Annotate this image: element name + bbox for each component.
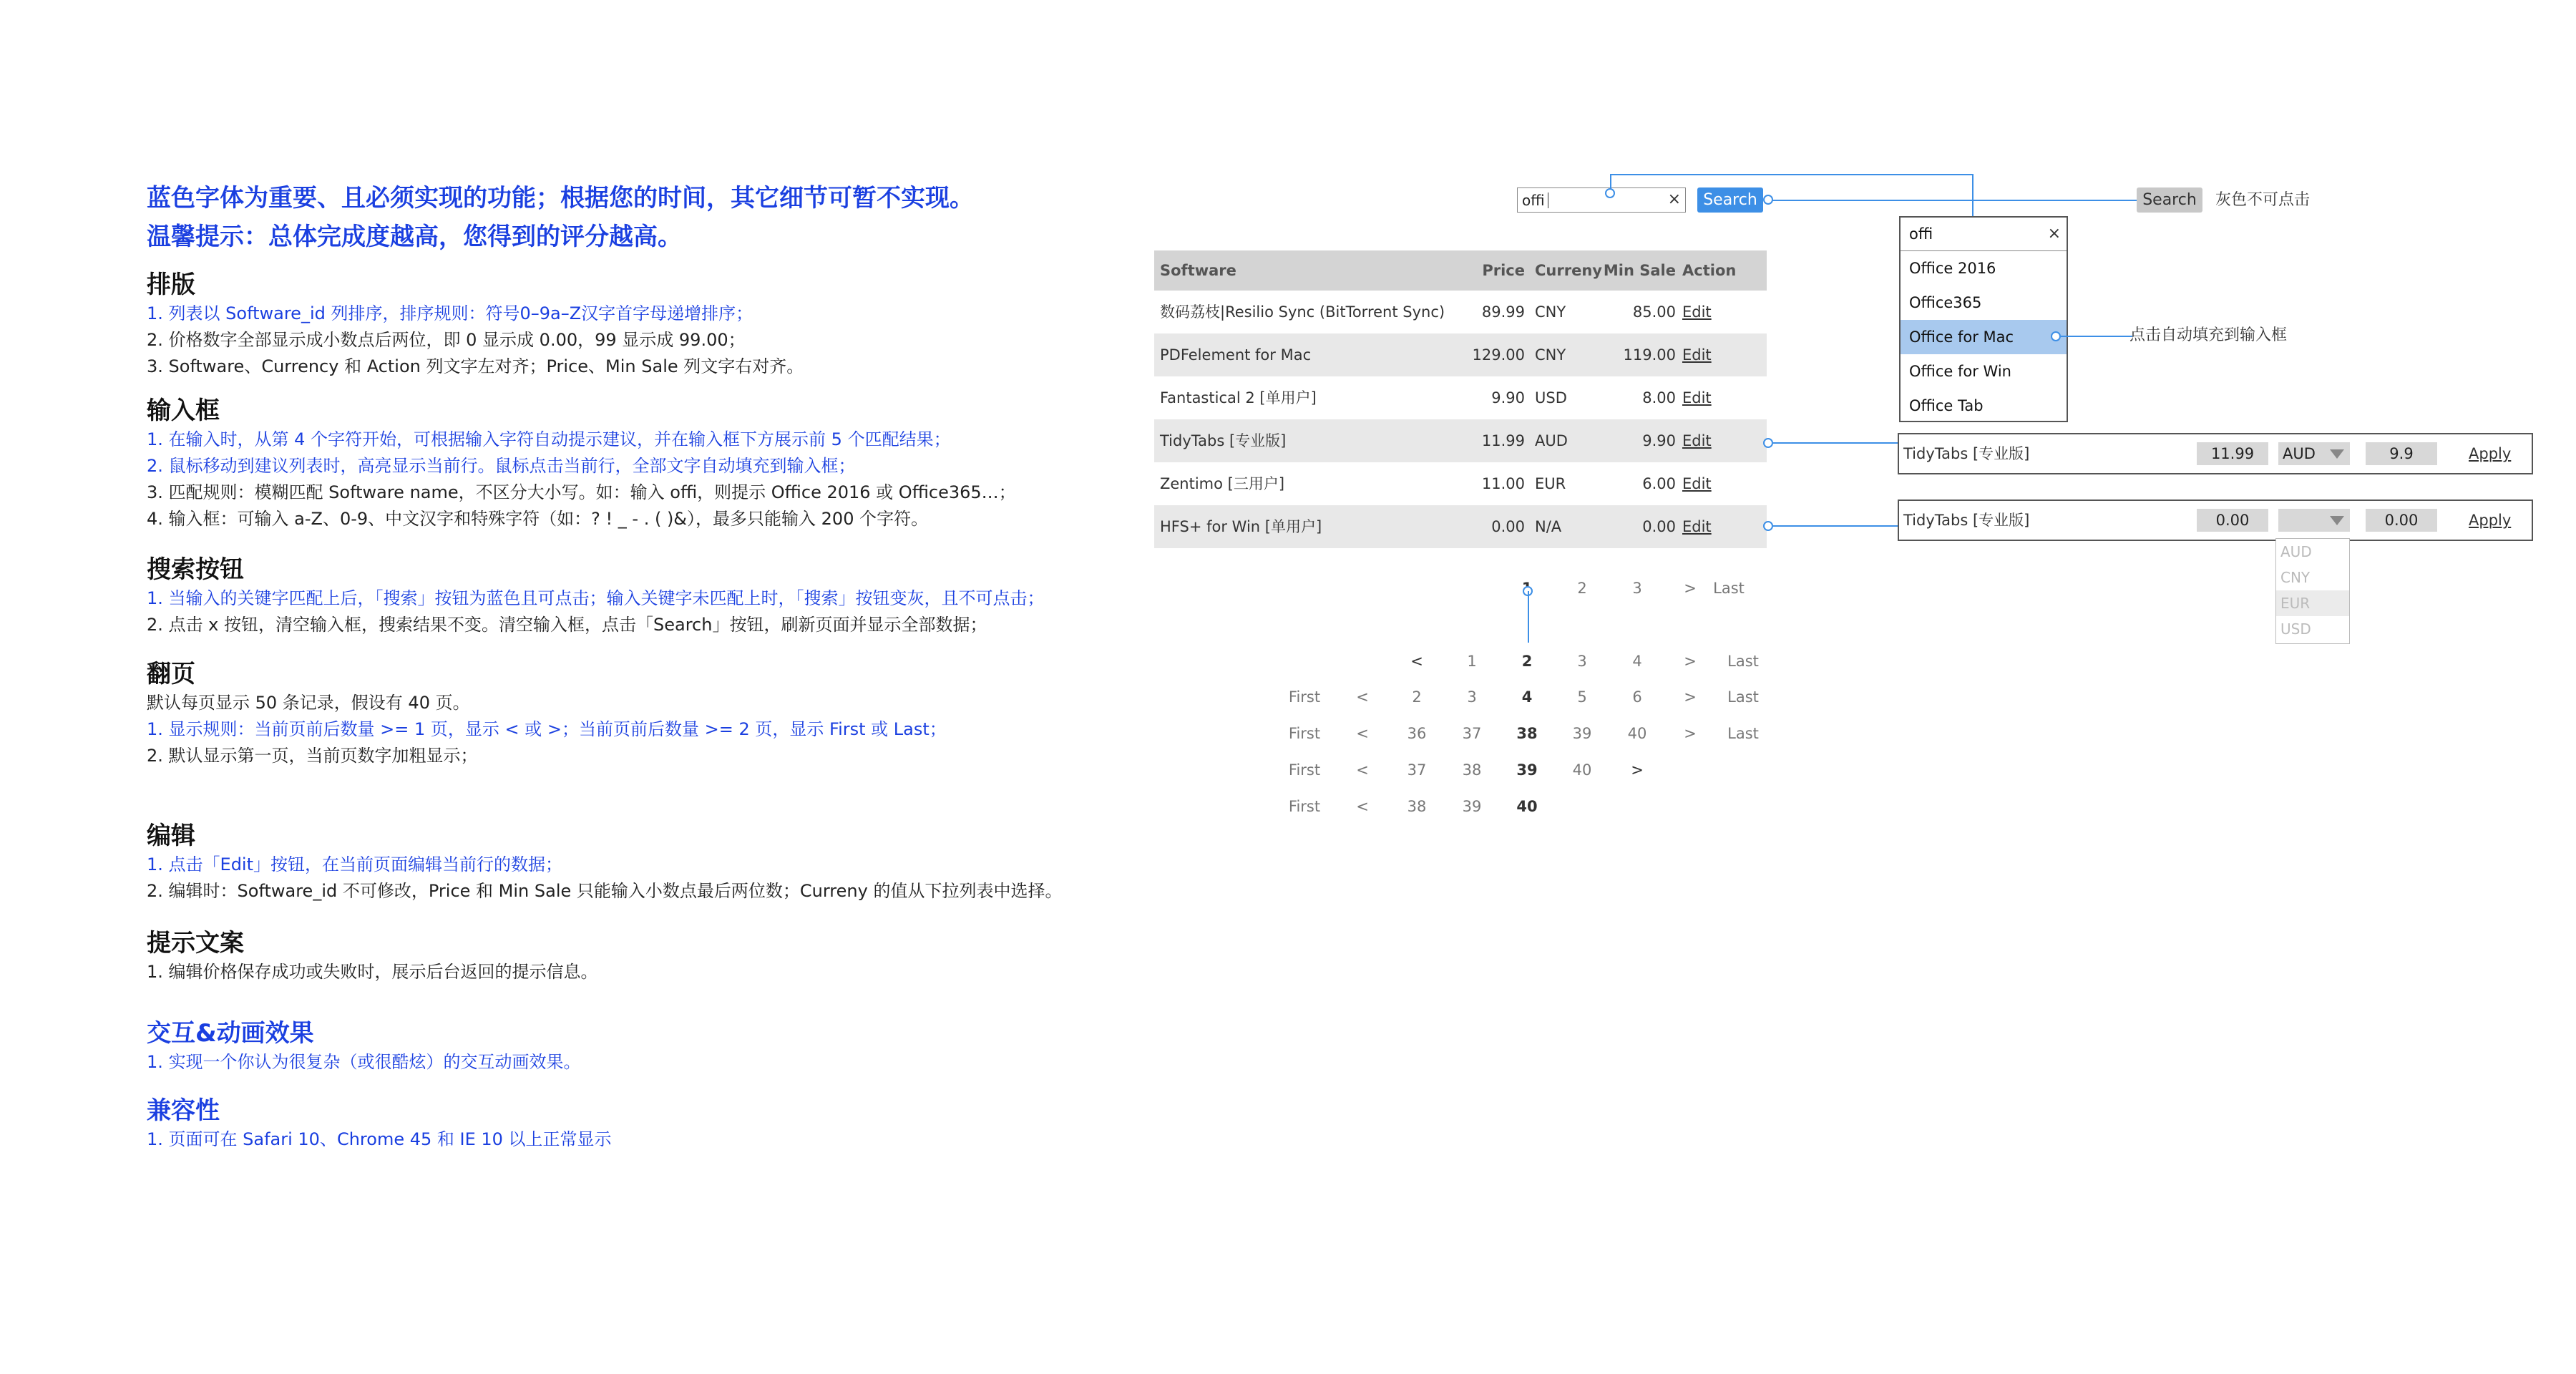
connector-line: [2061, 336, 2132, 337]
page-number[interactable]: 3: [1632, 580, 1642, 597]
search-input-value: offi: [1522, 192, 1545, 209]
section-item: 3. 匹配规则：模糊匹配 Software name，不区分大小写。如：输入 offi，则提示 Office 2016 或 Office365…；: [147, 482, 1016, 502]
header-action: Action: [1682, 262, 1737, 279]
disabled-note: 灰色不可点击: [2215, 191, 2311, 209]
section-title: 交互&动画效果: [147, 1019, 314, 1048]
page-number[interactable]: 2: [1577, 580, 1587, 597]
table-row: [1154, 462, 1767, 505]
edit-row: [1898, 433, 2533, 474]
prev-page-icon[interactable]: <: [1356, 725, 1369, 742]
chevron-down-icon: [2330, 449, 2344, 459]
cell-min-sale: 0.00: [1642, 518, 1676, 535]
connector-dot: [2051, 331, 2061, 341]
cell-min-sale: 119.00: [1623, 346, 1676, 364]
prev-page-icon[interactable]: <: [1410, 653, 1423, 670]
page-number-current[interactable]: 39: [1516, 761, 1538, 779]
last-page-link[interactable]: Last: [1727, 688, 1759, 706]
edit-price-field[interactable]: 11.99: [2197, 442, 2268, 465]
edit-link[interactable]: Edit: [1682, 475, 1712, 492]
page-number[interactable]: 38: [1407, 798, 1427, 815]
page-number[interactable]: 3: [1577, 653, 1587, 670]
cell-software: Fantastical 2 [单用户]: [1160, 389, 1317, 406]
page-number[interactable]: 6: [1632, 688, 1642, 706]
suggestion-item[interactable]: Office 2016: [1909, 260, 1996, 277]
section-item: 1. 编辑价格保存成功或失败时，展示后台返回的提示信息。: [147, 962, 598, 982]
page-number[interactable]: 37: [1462, 725, 1482, 742]
section-item: 默认每页显示 50 条记录，假设有 40 页。: [147, 693, 470, 713]
section-title: 兼容性: [147, 1096, 220, 1125]
first-page-link[interactable]: First: [1288, 798, 1321, 815]
section-item: 1. 当输入的关键字匹配上后，「搜索」按钮为蓝色且可点击；输入关键字未匹配上时，「搜索」按钮变灰，且不可点击；: [147, 588, 1045, 608]
table-row: [1154, 333, 1767, 376]
page-number[interactable]: 40: [1627, 725, 1647, 742]
currency-option[interactable]: CNY: [2280, 569, 2311, 586]
cell-software: PDFelement for Mac: [1160, 346, 1312, 364]
next-page-icon[interactable]: >: [1684, 725, 1697, 742]
section-tips: [147, 927, 598, 985]
cell-price: 0.00: [1491, 518, 1525, 535]
currency-dropdown: [2275, 538, 2350, 644]
header-software[interactable]: Software: [1160, 262, 1236, 279]
cell-price: 89.99: [1481, 303, 1525, 321]
cell-currency: N/A: [1535, 518, 1562, 535]
edit-link[interactable]: Edit: [1682, 303, 1712, 321]
edit-link[interactable]: Edit: [1682, 346, 1712, 364]
page-number-current[interactable]: 2: [1521, 653, 1533, 670]
connector-line: [1528, 591, 1529, 643]
suggestion-item[interactable]: Office365: [1909, 294, 1982, 311]
connector-line: [1610, 174, 1974, 175]
table-row: [1154, 291, 1767, 333]
edit-link[interactable]: Edit: [1682, 518, 1712, 535]
clear-icon[interactable]: ×: [1667, 190, 1681, 208]
cell-currency: EUR: [1535, 475, 1566, 492]
connector-dot: [1763, 521, 1773, 531]
section-title: 输入框: [147, 396, 220, 425]
page-number[interactable]: 36: [1407, 725, 1427, 742]
suggestion-item-highlighted[interactable]: Office for Mac: [1901, 320, 2067, 354]
page-number-current[interactable]: 4: [1521, 688, 1533, 706]
clear-icon[interactable]: ×: [2047, 225, 2061, 243]
suggestion-item[interactable]: Office for Win: [1909, 363, 2011, 380]
cell-currency: AUD: [1535, 432, 1568, 449]
cell-price: 129.00: [1472, 346, 1525, 364]
header-price[interactable]: Price: [1482, 262, 1525, 279]
prev-page-icon[interactable]: <: [1356, 688, 1369, 706]
page-number[interactable]: 5: [1577, 688, 1587, 706]
cell-min-sale: 8.00: [1642, 389, 1676, 406]
page-number-current[interactable]: 40: [1516, 798, 1538, 815]
edit-software: TidyTabs [专业版]: [1903, 445, 2030, 462]
cell-min-sale: 85.00: [1632, 303, 1676, 321]
last-page-link[interactable]: Last: [1713, 580, 1745, 597]
section-input: [147, 395, 1016, 532]
table-row: [1154, 419, 1767, 462]
cell-price: 11.99: [1481, 432, 1525, 449]
edit-min-sale-field[interactable]: 9.9: [2366, 442, 2437, 465]
section-compat: [147, 1095, 612, 1153]
section-item: 1. 页面可在 Safari 10、Chrome 45 和 IE 10 以上正常显示: [147, 1129, 612, 1149]
table-header: [1154, 250, 1767, 291]
section-item: 2. 点击 x 按钮，清空输入框，搜索结果不变。清空输入框，点击「Search」按钮，刷新页面并显示全部数据；: [147, 615, 987, 635]
cell-price: 11.00: [1481, 475, 1525, 492]
cell-currency: USD: [1535, 389, 1567, 406]
section-item: 2. 默认显示第一页，当前页数字加粗显示；: [147, 746, 478, 766]
cell-software: TidyTabs [专业版]: [1160, 432, 1287, 449]
section-item: 1. 列表以 Software_id 列排序，排序规则：符号0–9a–Z汉字首字母递增排序；: [147, 303, 753, 323]
suggestion-box: [1899, 216, 2068, 422]
edit-price-field[interactable]: 0.00: [2197, 509, 2268, 532]
section-title: 编辑: [147, 822, 195, 850]
chevron-down-icon: [2330, 516, 2344, 525]
software-table: [1154, 250, 1767, 548]
currency-option[interactable]: USD: [2280, 620, 2311, 638]
prev-page-icon[interactable]: <: [1356, 761, 1369, 779]
cell-currency: CNY: [1535, 346, 1566, 364]
connector-dot: [1605, 188, 1615, 198]
section-item: 2. 价格数字全部显示成小数点后两位，即 0 显示成 0.00，99 显示成 99.00；: [147, 330, 746, 350]
intro-line-1: 蓝色字体为重要、且必须实现的功能；根据您的时间，其它细节可暂不实现。: [147, 184, 974, 213]
edit-link[interactable]: Edit: [1682, 389, 1712, 406]
apply-link[interactable]: Apply: [2469, 445, 2512, 462]
prev-page-icon[interactable]: <: [1356, 798, 1369, 815]
first-page-link[interactable]: First: [1288, 688, 1321, 706]
section-title: 提示文案: [147, 929, 244, 958]
connector-line: [1773, 442, 1899, 444]
connector-line: [1773, 525, 1899, 527]
section-item: 1. 显示规则：当前页前后数量 >= 1 页，显示 < 或 >；当前页前后数量 >= 2 页，显示 First 或 Last；: [147, 719, 947, 739]
suggestion-input[interactable]: [1901, 218, 2067, 251]
section-item: 2. 鼠标移动到建议列表时，高亮显示当前行。鼠标点击当前行，全部文字自动填充到输入框；: [147, 456, 856, 476]
connector-line: [1972, 174, 1974, 218]
section-item: 3. Software、Currency 和 Action 列文字左对齐；Price、Min Sale 列文字右对齐。: [147, 356, 804, 376]
last-page-link[interactable]: Last: [1727, 725, 1759, 742]
first-page-link[interactable]: First: [1288, 725, 1321, 742]
page-number[interactable]: 4: [1632, 653, 1642, 670]
section-item: 2. 编辑时：Software_id 不可修改，Price 和 Min Sale 只能输入小数点最后两位数；Curreny 的值从下拉列表中选择。: [147, 881, 1063, 901]
first-page-link[interactable]: First: [1288, 761, 1321, 779]
section-paging: [147, 658, 947, 769]
intro-line-2: 温馨提示：总体完成度越高，您得到的评分越高。: [147, 223, 682, 251]
search-button-disabled[interactable]: Search: [2137, 187, 2202, 213]
cell-min-sale: 9.90: [1642, 432, 1676, 449]
apply-link[interactable]: Apply: [2469, 512, 2512, 529]
suggestion-item[interactable]: Office Tab: [1909, 397, 1984, 414]
page-number[interactable]: 3: [1467, 688, 1477, 706]
section-item: 1. 实现一个你认为很复杂（或很酷炫）的交互动画效果。: [147, 1052, 581, 1072]
connector-line: [1770, 200, 2137, 201]
edit-currency-select[interactable]: [2278, 442, 2350, 465]
next-page-icon[interactable]: >: [1684, 653, 1697, 670]
section-layout: [147, 269, 804, 380]
cell-software: HFS+ for Win [单用户]: [1160, 518, 1322, 535]
page-number[interactable]: 39: [1462, 798, 1482, 815]
next-page-icon[interactable]: >: [1684, 688, 1697, 706]
table-row: [1154, 376, 1767, 419]
next-page-icon[interactable]: >: [1684, 580, 1697, 597]
section-item: 1. 点击「Edit」按钮，在当前页面编辑当前行的数据；: [147, 854, 563, 874]
currency-option-hover[interactable]: EUR: [2276, 590, 2349, 616]
section-item: 4. 输入框：可输入 a-Z、0-9、中文汉字和特殊字符（如：? ! _ - . ( )&），最多只能输入 200 个字符。: [147, 509, 929, 529]
page-number[interactable]: 37: [1407, 761, 1427, 779]
edit-link[interactable]: Edit: [1682, 432, 1712, 449]
page-number[interactable]: 39: [1572, 725, 1592, 742]
suggestion-input-value: offi: [1909, 225, 1933, 243]
section-edit: [147, 820, 1062, 905]
cell-software: Zentimo [三用户]: [1160, 475, 1285, 492]
connector-dot: [1763, 438, 1773, 448]
section-search: [147, 554, 1045, 638]
page-number[interactable]: 40: [1572, 761, 1592, 779]
section-animation: [147, 1018, 581, 1076]
page-number-current[interactable]: 38: [1516, 725, 1538, 742]
section-item: 1. 在输入时，从第 4 个字符开始，可根据输入字符自动提示建议，并在输入框下方展示前 5 个匹配结果；: [147, 429, 951, 449]
search-button[interactable]: Search: [1697, 187, 1763, 213]
page-number[interactable]: 2: [1412, 688, 1422, 706]
header-currency[interactable]: Curreny: [1535, 262, 1602, 279]
autofill-note: 点击自动填充到输入框: [2129, 326, 2288, 344]
spec-document: [147, 179, 1148, 1149]
search-input[interactable]: [1517, 187, 1686, 213]
table-row: [1154, 505, 1767, 548]
cell-price: 9.90: [1491, 389, 1525, 406]
cell-software: 数码荔枝|Resilio Sync (BitTorrent Sync): [1160, 303, 1445, 321]
page-number[interactable]: 1: [1467, 653, 1477, 670]
edit-currency-select[interactable]: [2278, 509, 2350, 532]
section-title: 翻页: [147, 660, 195, 688]
connector-dot: [1763, 195, 1773, 205]
header-min-sale[interactable]: Min Sale: [1603, 262, 1676, 279]
cell-min-sale: 6.00: [1642, 475, 1676, 492]
edit-currency-value: AUD: [2283, 445, 2316, 462]
edit-row: [1898, 500, 2533, 541]
edit-min-sale-field[interactable]: 0.00: [2366, 509, 2437, 532]
currency-option[interactable]: AUD: [2280, 543, 2312, 560]
section-title: 搜索按钮: [147, 555, 244, 584]
cell-currency: CNY: [1535, 303, 1566, 321]
edit-software: TidyTabs [专业版]: [1903, 512, 2030, 529]
section-title: 排版: [147, 271, 195, 299]
last-page-link[interactable]: Last: [1727, 653, 1759, 670]
page-number[interactable]: 38: [1462, 761, 1482, 779]
next-page-icon[interactable]: >: [1631, 761, 1644, 779]
